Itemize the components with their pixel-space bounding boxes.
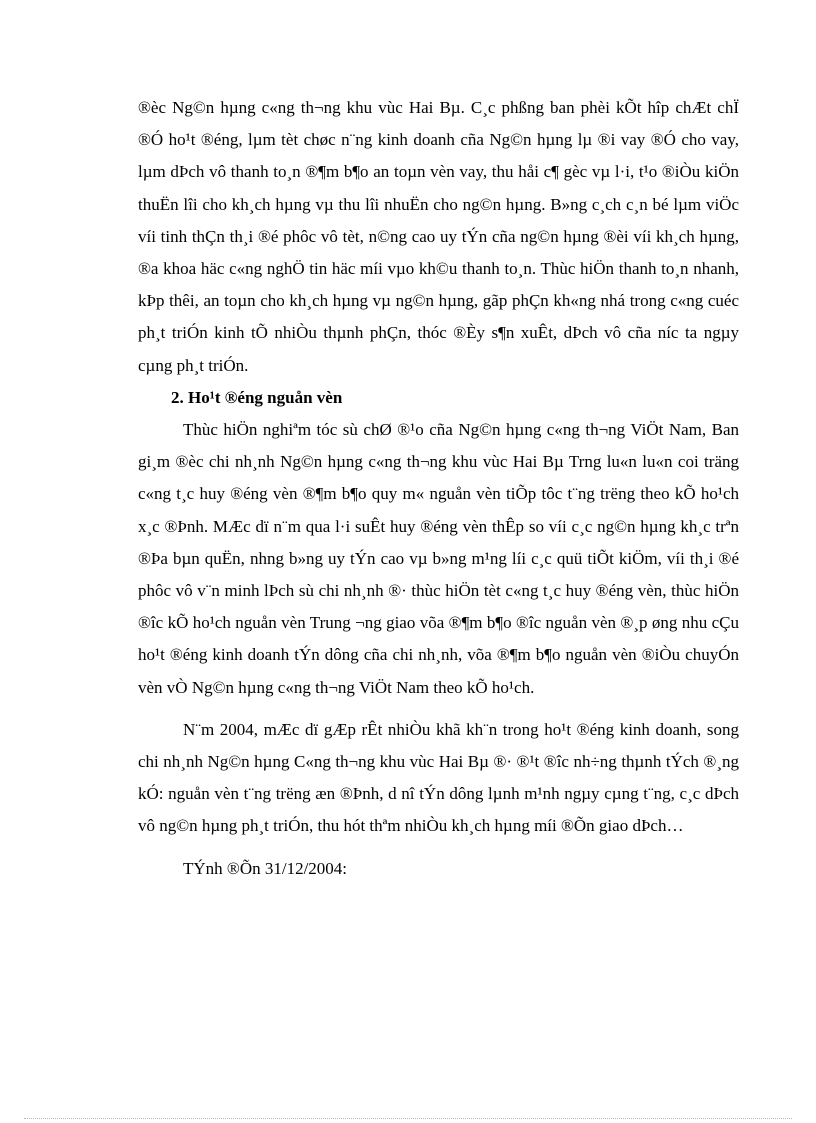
- section-heading-capital-mobilization: 2. Ho¹t ®éng nguån vèn: [171, 387, 343, 407]
- paragraph-as-of-date: TÝnh ®Õn 31/12/2004:: [183, 858, 348, 878]
- paragraph-year-2004: N¨m 2004, mÆc dï gÆp rÊt nhiÒu khã kh¨n trong ho¹t ®éng kinh doanh, song chi nh¸nh Ng©n hµng C«ng th¬ng khu vùc Hai Bµ ®· ®¹t ®îc nh÷ng thµnh tÝch ®¸ng kÓ: nguån vèn t¨ng trëng æn ®Þnh, d nî tÝn dông lµnh m¹nh ngµy cµng t¨ng, c¸c dÞch vô ng©n hµng ph¸t triÓn, thu hót thªm nhiÒu kh¸ch hµng míi ®Õn giao dÞch…: [138, 719, 739, 836]
- document-body: [138, 92, 739, 885]
- page-bottom-border: [24, 1118, 792, 1119]
- paragraph-departments: ®èc Ng©n hµng c«ng th¬ng khu vùc Hai Bµ. C¸c phßng ban phèi kÕt hîp chÆt chÏ ®Ó ho¹t ®éng, lµm tèt chøc n¨ng kinh doanh cña Ng©n hµng lµ ®i vay ®Ó cho vay, lµm dÞch vô thanh to¸n ®¶m b¶o an toµn vèn vay, thu håi c¶ gèc vµ l·i, t¹o ®iÒu kiÖn thuËn lîi cho kh¸ch hµng vµ thu lîi nhuËn cho ng©n hµng. B»ng c¸ch c¸n bé lµm viÖc víi tinh thÇn th¸i ®é phôc vô tèt, n©ng cao uy tÝn cña ng©n hµng ®èi víi kh¸ch hµng, ®a khoa häc c«ng nghÖ tin häc míi vµo kh©u thanh to¸n. Thùc hiÖn thanh to¸n nhanh, kÞp thêi, an toµn cho kh¸ch hµng vµ ng©n hµng, gãp phÇn kh«ng nhá trong c«ng cuéc ph¸t triÓn kinh tÕ nhiÒu thµnh phÇn, thóc ®Èy s¶n xuÊt, dÞch vô cña níc ta ngµy cµng ph¸t triÓn.: [138, 98, 739, 375]
- paragraph-capital-mobilization: Thùc hiÖn nghiªm tóc sù chØ ®¹o cña Ng©n hµng c«ng th¬ng ViÖt Nam, Ban gi¸m ®èc chi nh¸nh Ng©n hµng c«ng th¬ng khu vùc Hai Bµ Trng lu«n lu«n coi träng c«ng t¸c huy ®éng vèn ®¶m b¶o quy m« nguån vèn tiÕp tôc t¨ng trëng theo kÕ ho¹ch x¸c ®Þnh. MÆc dï n¨m qua l·i suÊt huy ®éng vèn thÊp so víi c¸c ng©n hµng kh¸c trªn ®Þa bµn quËn, nhng b»ng uy tÝn cao vµ b»ng m¹ng líi c¸c quü tiÕt kiÖm, víi th¸i ®é phôc vô v¨n minh lÞch sù chi nh¸nh ®· thùc hiÖn tèt c«ng t¸c huy ®éng vèn, thùc hiÖn ®îc kÕ ho¹ch nguån vèn Trung ¬ng giao võa ®¶m b¶o ®îc nguån vèn ®¸p øng nhu cÇu ho¹t ®éng kinh doanh tÝn dông cña chi nh¸nh, võa ®¶m b¶o nguån vèn ®iÒu chuyÓn vèn vÒ Ng©n hµng c«ng th¬ng ViÖt Nam theo kÕ ho¹ch.: [138, 420, 739, 697]
